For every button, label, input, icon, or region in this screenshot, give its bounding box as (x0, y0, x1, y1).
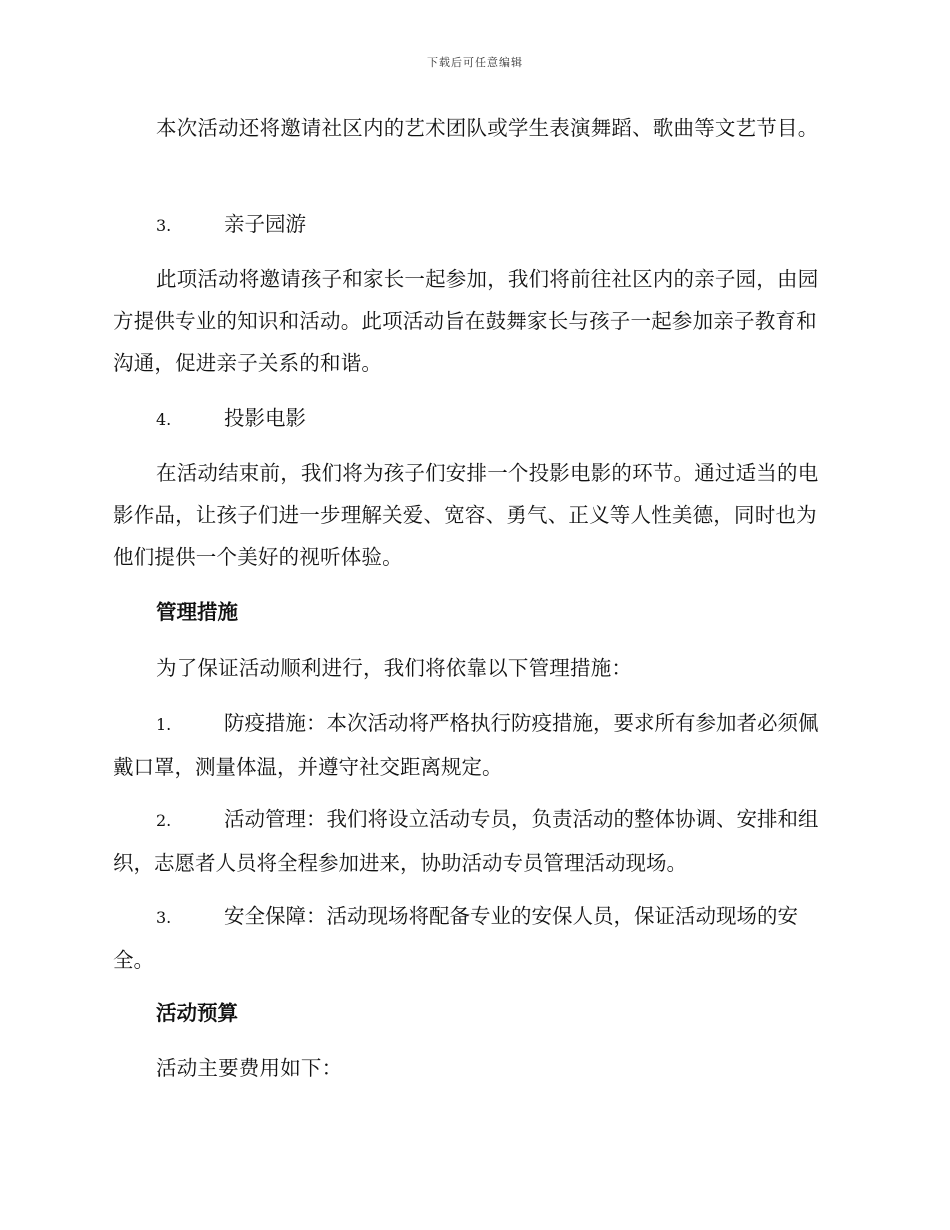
list-number: 1. (156, 715, 172, 734)
list-item-text: 亲子园游 (224, 212, 306, 236)
list-number: 3. (156, 216, 172, 235)
list-item-activity-management (113, 798, 833, 884)
list-item-text: 活动管理：我们将设立活动专员，负责活动的整体协调、安排和组织，志愿者人员将全程参加进来，协助活动专员管理活动现场。 (113, 807, 819, 875)
paragraph-management-intro: 为了保证活动顺利进行，我们将依靠以下管理措施： (156, 656, 633, 680)
heading-budget: 活动预算 (156, 1001, 238, 1025)
list-item-text: 安全保障：活动现场将配备专业的安保人员，保证活动现场的安全。 (113, 904, 798, 972)
paragraph-performance: 本次活动还将邀请社区内的艺术团队或学生表演舞蹈、歌曲等文艺节目。 (156, 116, 819, 140)
heading-management: 管理措施 (156, 600, 238, 624)
list-item-projection-movie (113, 397, 833, 441)
list-number: 4. (156, 410, 172, 429)
paragraph-projection-movie: 在活动结束前，我们将为孩子们安排一个投影电影的环节。通过适当的电影作品，让孩子们进一步理解关爱、宽容、勇气、正义等人性美德，同时也为他们提供一个美好的视听体验。 (113, 461, 819, 569)
list-number: 2. (156, 811, 172, 830)
list-item-safety (113, 895, 833, 981)
list-number: 3. (156, 908, 172, 927)
list-item-text: 投影电影 (224, 406, 306, 430)
header-note: 下载后可任意编辑 (427, 56, 523, 69)
list-item-parent-child-tour (113, 203, 833, 247)
paragraph-budget-intro: 活动主要费用如下： (156, 1056, 343, 1080)
paragraph-parent-child-tour: 此项活动将邀请孩子和家长一起参加，我们将前往社区内的亲子园，由园方提供专业的知识和活动。此项活动旨在鼓舞家长与孩子一起参加亲子教育和沟通，促进亲子关系的和谐。 (113, 267, 819, 375)
list-item-text: 防疫措施：本次活动将严格执行防疫措施，要求所有参加者必须佩戴口罩，测量体温，并遵守社交距离规定。 (113, 711, 819, 779)
list-item-epidemic-prevention (113, 702, 833, 788)
